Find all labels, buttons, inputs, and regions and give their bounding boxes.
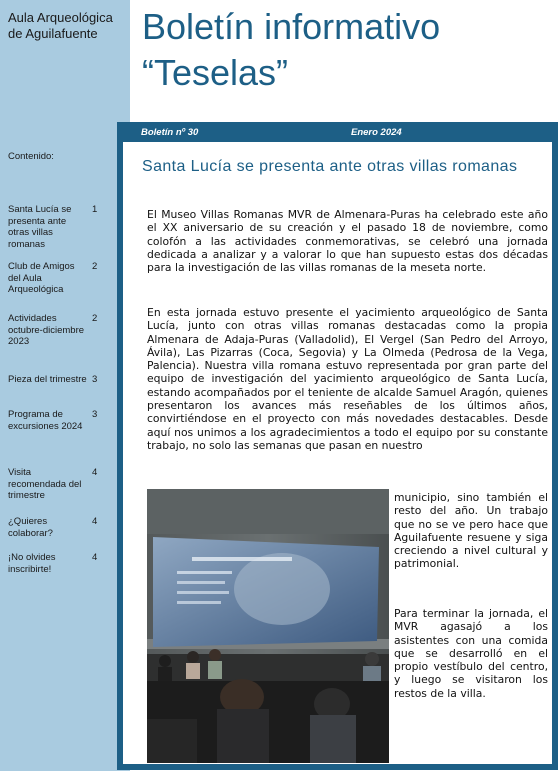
toc-item-page: 1 xyxy=(92,204,98,215)
sidebar-title: Aula Arqueológica de Aguilafuente xyxy=(8,10,113,41)
toc-item-text: Pieza del trimestre xyxy=(8,374,87,385)
issue-band xyxy=(117,122,558,142)
toc-item-page: 2 xyxy=(92,313,98,324)
toc-item-text: Club de Amigos del Aula Arqueológica xyxy=(8,261,75,295)
issue-date: Enero 2024 xyxy=(351,127,402,138)
toc-item-page: 3 xyxy=(92,409,98,420)
toc-item-text: Programa de excursiones 2024 xyxy=(8,409,83,432)
article-paragraph: El Museo Villas Romanas MVR de Almenara-Puras ha celebrado este año el XX aniversario de su creación y el pasado 18 de noviembre, como colofón a las actividades conmemorativas, se celebró una jornada dedicada a analizar y a valorar lo que han supuesto estas dos décadas para la investigación de las villas romanas de la meseta norte. xyxy=(147,208,548,275)
toc-item-text: ¡No olvides inscribirte! xyxy=(8,552,56,575)
article-headline: Santa Lucía se presenta ante otras villas romanas xyxy=(142,158,518,175)
sidebar xyxy=(0,0,130,771)
article-paragraph: municipio, sino también el resto del año. Un trabajo que no se ve pero hace que Aguilafuente resuene y siga creciendo a nivel cultural y patrimonial. xyxy=(394,491,548,571)
newsletter-title: Boletín informativo “Teselas” xyxy=(142,6,441,93)
toc-item-text: ¿Quieres colaborar? xyxy=(8,516,53,539)
toc-item-page: 4 xyxy=(92,552,98,563)
issue-number: Boletín nº 30 xyxy=(141,127,199,138)
article-paragraph: En esta jornada estuvo presente el yacimiento arqueológico de Santa Lucía, junto con otras villas romanas destacadas como la propia Almenara de Adaja-Puras (Valladolid), El Vergel (San Pedro del Arroyo, Ávila), Las Pizarras (Coca, Segovia) y La Olmeda (Pedrosa de la Vega, Palencia). Nuestra villa romana estuvo representada por gran parte del equipo de investigación del yacimiento arqueológico de Santa Lucía, estando acompañados por el teniente de alcalde Samuel Aragón, quienes presentaron los avances más reseñables de los últimos años, convirtiéndose en el proyecto con más novedades destacables. Desde aquí nos unimos a los agradecimientos a todo el equipo por su constante trabajo, no solo las semanas que pasan en nuestro xyxy=(147,306,548,452)
toc-item-page: 2 xyxy=(92,261,98,272)
contents-label: Contenido: xyxy=(8,151,54,162)
toc-item-page: 3 xyxy=(92,374,98,385)
toc-item-page: 4 xyxy=(92,467,98,478)
toc-item-text: Santa Lucía se presenta ante otras villas romanas xyxy=(8,204,72,250)
toc-item-text: Visita recomendada del trimestre xyxy=(8,467,82,501)
event-photo xyxy=(147,489,389,763)
toc-item-text: Actividades octubre-diciembre 2023 xyxy=(8,313,85,347)
article-paragraph: Para terminar la jornada, el MVR agasajó a los asistentes con una comida que se desarrolló en el propio vestíbulo del centro, y luego se visitaron los restos de la villa. xyxy=(394,607,548,700)
toc-item-page: 4 xyxy=(92,516,98,527)
